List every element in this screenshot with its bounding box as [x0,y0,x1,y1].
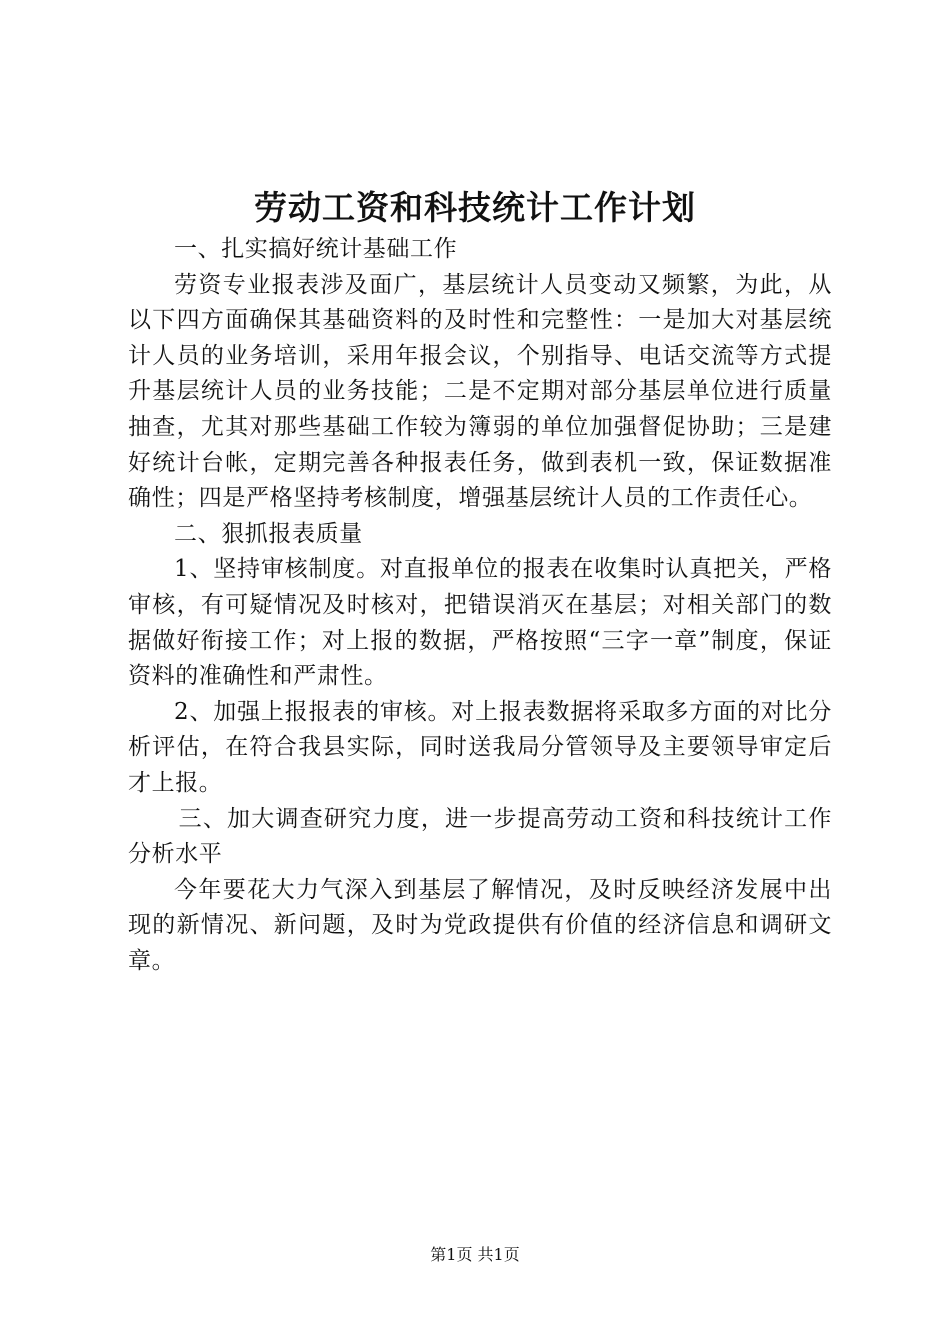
paragraph-report-review: 2、加强上报报表的审核。对上报表数据将采取多方面的对比分析评估，在符合我县实际，同时送我局分管领导及主要领导审定后才上报。 [128,698,832,796]
document-body [128,232,832,979]
document-title: 劳动工资和科技统计工作计划 [254,188,696,227]
paragraph-review-system: 1、坚持审核制度。对直报单位的报表在收集时认真把关，严格审核，有可疑情况及时核对，把错误消灭在基层；对相关部门的数据做好衔接工作；对上报的数据，严格按照“三字一章”制度，保证资料的准确性和严肃性。 [128,556,832,690]
paragraph-basic-work: 劳资专业报表涉及面广，基层统计人员变动又频繁，为此，从以下四方面确保其基础资料的及时性和完整性：一是加大对基层统计人员的业务培训，采用年报会议，个别指导、电话交流等方式提升基层统计人员的业务技能；二是不定期对部分基层单位进行质量抽查，尤其对那些基础工作较为簿弱的单位加强督促协助；三是建好统计台帐，定期完善各种报表任务，做到表机一致，保证数据准确性；四是严格坚持考核制度，增强基层统计人员的工作责任心。 [128,271,832,512]
section-heading-2: 二、狠抓报表质量 [174,520,363,547]
section-heading-1: 一、扎实搞好统计基础工作 [174,236,458,262]
section-heading-3: 三、加大调查研究力度，进一步提高劳动工资和科技统计工作分析水平 [128,805,832,868]
page-footer: 第1页 共1页 [430,1245,520,1264]
paragraph-research: 今年要花大力气深入到基层了解情况，及时反映经济发展中出现的新情况、新问题，及时为党政提供有价值的经济信息和调研文章。 [128,876,832,974]
